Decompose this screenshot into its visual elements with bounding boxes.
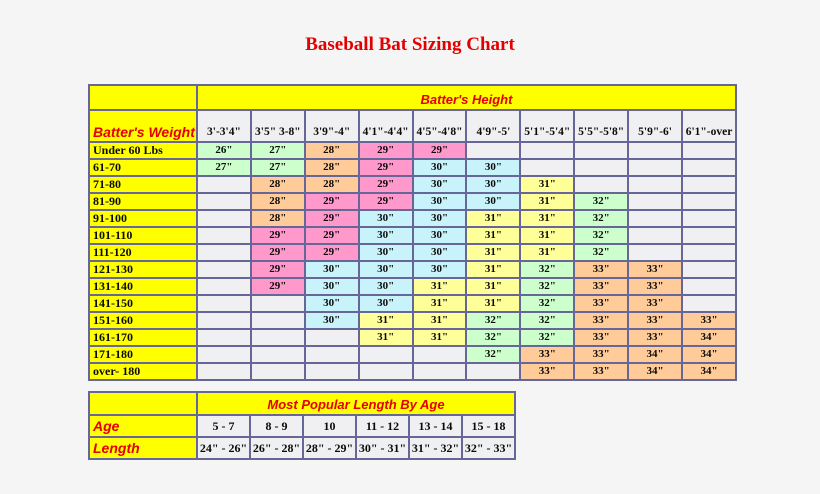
height-column-header: 4'9"-5' xyxy=(466,110,520,142)
bat-length-cell: 30" xyxy=(359,278,413,295)
bat-length-cell: 29" xyxy=(305,193,359,210)
weight-row-label: 111-120 xyxy=(89,244,197,261)
table-row xyxy=(89,227,736,244)
bat-length-cell: 32" xyxy=(466,346,520,363)
bat-length-cell: 29" xyxy=(359,142,413,159)
bat-length-cell: 33" xyxy=(628,329,682,346)
weight-row-label: 161-170 xyxy=(89,329,197,346)
empty-cell xyxy=(682,193,736,210)
empty-cell xyxy=(251,295,305,312)
empty-cell xyxy=(251,363,305,380)
bat-length-cell: 30" xyxy=(359,261,413,278)
weight-row-label: 121-130 xyxy=(89,261,197,278)
bat-length-cell: 32" xyxy=(574,227,628,244)
height-column-header: 3'9"-4" xyxy=(305,110,359,142)
bat-length-cell: 30" xyxy=(305,312,359,329)
bat-length-cell: 32" xyxy=(574,210,628,227)
bat-length-cell: 31" xyxy=(359,329,413,346)
bat-length-cell: 33" xyxy=(574,295,628,312)
bat-length-cell: 27" xyxy=(251,142,305,159)
bat-length-cell: 33" xyxy=(520,363,574,380)
age-range-cell: 5 - 7 xyxy=(197,415,250,437)
empty-cell xyxy=(628,142,682,159)
bat-length-cell: 31" xyxy=(520,244,574,261)
age-range-cell: 13 - 14 xyxy=(409,415,462,437)
bat-sizing-table xyxy=(88,84,737,381)
height-column-header: 3'5" 3-8" xyxy=(251,110,305,142)
column-headers-row xyxy=(89,110,736,142)
bat-length-cell: 33" xyxy=(574,261,628,278)
bat-length-cell: 34" xyxy=(682,363,736,380)
bat-length-cell: 31" xyxy=(413,295,467,312)
empty-cell xyxy=(197,329,251,346)
bat-length-cell: 32" xyxy=(466,329,520,346)
bat-length-cell: 28" xyxy=(251,176,305,193)
length-range-cell: 28" - 29" xyxy=(303,437,356,459)
height-column-header: 4'1"-4'4" xyxy=(359,110,413,142)
bat-length-cell: 28" xyxy=(251,210,305,227)
length-range-cell: 30" - 31" xyxy=(356,437,409,459)
age-range-cell: 8 - 9 xyxy=(250,415,303,437)
length-range-cell: 32" - 33" xyxy=(462,437,515,459)
height-group-header-row xyxy=(89,85,736,110)
bat-length-cell: 30" xyxy=(413,210,467,227)
bat-length-cell: 31" xyxy=(466,261,520,278)
bat-length-cell: 30" xyxy=(359,295,413,312)
bat-length-cell: 31" xyxy=(466,244,520,261)
table-row xyxy=(89,159,736,176)
empty-cell xyxy=(197,193,251,210)
empty-cell xyxy=(520,159,574,176)
empty-cell xyxy=(466,363,520,380)
age-range-cell: 15 - 18 xyxy=(462,415,515,437)
bat-length-cell: 28" xyxy=(251,193,305,210)
bat-length-cell: 28" xyxy=(305,159,359,176)
bat-length-cell: 33" xyxy=(520,346,574,363)
bat-length-cell: 28" xyxy=(305,176,359,193)
bat-length-cell: 31" xyxy=(466,210,520,227)
weight-row-label: 81-90 xyxy=(89,193,197,210)
empty-cell xyxy=(197,176,251,193)
bat-length-cell: 29" xyxy=(305,210,359,227)
weight-row-label: 101-110 xyxy=(89,227,197,244)
empty-cell xyxy=(628,176,682,193)
bat-length-cell: 32" xyxy=(574,244,628,261)
bat-length-cell: 33" xyxy=(682,312,736,329)
empty-cell xyxy=(574,176,628,193)
bat-length-cell: 30" xyxy=(413,176,467,193)
length-row xyxy=(89,437,515,459)
empty-cell xyxy=(251,312,305,329)
age-range-cell: 11 - 12 xyxy=(356,415,409,437)
empty-cell xyxy=(628,244,682,261)
bat-length-cell: 33" xyxy=(574,312,628,329)
empty-cell xyxy=(682,210,736,227)
bat-length-cell: 31" xyxy=(520,210,574,227)
height-column-header: 5'1"-5'4" xyxy=(520,110,574,142)
bat-length-cell: 33" xyxy=(628,295,682,312)
empty-cell xyxy=(413,363,467,380)
age-range-cell: 10 xyxy=(303,415,356,437)
empty-cell xyxy=(682,176,736,193)
bat-length-cell: 33" xyxy=(574,346,628,363)
length-range-cell: 24" - 26" xyxy=(197,437,250,459)
bat-length-cell: 27" xyxy=(251,159,305,176)
empty-cell xyxy=(359,346,413,363)
bat-length-cell: 29" xyxy=(359,159,413,176)
weight-row-label: 71-80 xyxy=(89,176,197,193)
bat-length-cell: 29" xyxy=(251,278,305,295)
bat-length-cell: 32" xyxy=(520,261,574,278)
weight-row-label: 91-100 xyxy=(89,210,197,227)
height-column-header: 5'5"-5'8" xyxy=(574,110,628,142)
empty-cell xyxy=(682,278,736,295)
empty-cell xyxy=(305,329,359,346)
bat-length-cell: 33" xyxy=(574,278,628,295)
empty-cell xyxy=(197,363,251,380)
bat-length-cell: 26" xyxy=(197,142,251,159)
bat-length-cell: 30" xyxy=(413,261,467,278)
bat-length-cell: 31" xyxy=(466,295,520,312)
bat-length-cell: 34" xyxy=(628,363,682,380)
bat-length-cell: 31" xyxy=(520,193,574,210)
empty-cell xyxy=(251,346,305,363)
bat-length-cell: 33" xyxy=(574,363,628,380)
empty-cell xyxy=(628,227,682,244)
age-label: Age xyxy=(89,415,197,437)
height-column-header: 6'1"-over xyxy=(682,110,736,142)
batters-height-header: Batter's Height xyxy=(197,85,736,110)
length-range-cell: 31" - 32" xyxy=(409,437,462,459)
weight-row-label: 61-70 xyxy=(89,159,197,176)
bat-length-cell: 30" xyxy=(359,227,413,244)
page-title: Baseball Bat Sizing Chart xyxy=(305,34,515,55)
bat-length-cell: 30" xyxy=(466,159,520,176)
bat-length-cell: 33" xyxy=(574,329,628,346)
bat-length-cell: 30" xyxy=(359,244,413,261)
bat-length-cell: 32" xyxy=(466,312,520,329)
empty-cell xyxy=(682,142,736,159)
bat-length-cell: 29" xyxy=(251,227,305,244)
corner-cell xyxy=(89,85,197,110)
empty-cell xyxy=(197,210,251,227)
bat-length-cell: 32" xyxy=(520,312,574,329)
height-column-header: 3'-3'4" xyxy=(197,110,251,142)
bat-length-cell: 30" xyxy=(305,278,359,295)
empty-cell xyxy=(197,346,251,363)
bat-length-cell: 32" xyxy=(520,295,574,312)
bat-length-cell: 31" xyxy=(359,312,413,329)
bat-length-cell: 31" xyxy=(466,278,520,295)
bat-length-cell: 34" xyxy=(628,346,682,363)
empty-cell xyxy=(682,227,736,244)
empty-cell xyxy=(197,244,251,261)
bat-length-cell: 33" xyxy=(628,312,682,329)
empty-cell xyxy=(197,261,251,278)
bat-length-cell: 32" xyxy=(574,193,628,210)
table-row xyxy=(89,261,736,278)
bat-length-cell: 30" xyxy=(305,261,359,278)
weight-row-label: over- 180 xyxy=(89,363,197,380)
age-table-title: Most Popular Length By Age xyxy=(197,392,515,415)
table-row xyxy=(89,210,736,227)
height-column-header: 4'5"-4'8" xyxy=(413,110,467,142)
bat-length-cell: 32" xyxy=(520,278,574,295)
bat-length-cell: 31" xyxy=(466,227,520,244)
length-label: Length xyxy=(89,437,197,459)
bat-length-cell: 29" xyxy=(251,261,305,278)
empty-cell xyxy=(520,142,574,159)
empty-cell xyxy=(682,295,736,312)
table-row xyxy=(89,244,736,261)
empty-cell xyxy=(574,142,628,159)
height-column-header: 5'9"-6' xyxy=(628,110,682,142)
bat-length-cell: 31" xyxy=(520,227,574,244)
bat-length-cell: 31" xyxy=(413,312,467,329)
empty-cell xyxy=(197,295,251,312)
empty-cell xyxy=(466,142,520,159)
age-table-corner-cell xyxy=(89,392,197,415)
age-row xyxy=(89,415,515,437)
empty-cell xyxy=(574,159,628,176)
bat-length-cell: 31" xyxy=(413,278,467,295)
bat-length-cell: 29" xyxy=(251,244,305,261)
empty-cell xyxy=(197,278,251,295)
table-row xyxy=(89,363,736,380)
bat-length-cell: 31" xyxy=(520,176,574,193)
bat-length-cell: 30" xyxy=(413,159,467,176)
bat-length-cell: 33" xyxy=(628,261,682,278)
bat-length-cell: 30" xyxy=(413,193,467,210)
bat-length-cell: 31" xyxy=(413,329,467,346)
empty-cell xyxy=(628,210,682,227)
empty-cell xyxy=(305,363,359,380)
bat-length-cell: 30" xyxy=(413,244,467,261)
bat-length-cell: 29" xyxy=(305,227,359,244)
empty-cell xyxy=(628,193,682,210)
empty-cell xyxy=(628,159,682,176)
empty-cell xyxy=(197,312,251,329)
table-row xyxy=(89,176,736,193)
table-row xyxy=(89,278,736,295)
table-row xyxy=(89,142,736,159)
empty-cell xyxy=(682,159,736,176)
bat-length-cell: 29" xyxy=(413,142,467,159)
table-row xyxy=(89,329,736,346)
empty-cell xyxy=(682,244,736,261)
weight-row-label: 131-140 xyxy=(89,278,197,295)
weight-row-label: Under 60 Lbs xyxy=(89,142,197,159)
bat-length-cell: 30" xyxy=(413,227,467,244)
weight-row-label: 151-160 xyxy=(89,312,197,329)
batters-weight-header: Batter's Weight xyxy=(89,110,197,142)
length-range-cell: 26" - 28" xyxy=(250,437,303,459)
weight-row-label: 141-150 xyxy=(89,295,197,312)
empty-cell xyxy=(413,346,467,363)
bat-length-cell: 29" xyxy=(305,244,359,261)
bat-length-cell: 34" xyxy=(682,346,736,363)
empty-cell xyxy=(251,329,305,346)
table-row xyxy=(89,312,736,329)
bat-length-cell: 30" xyxy=(466,193,520,210)
bat-length-cell: 33" xyxy=(628,278,682,295)
table-row xyxy=(89,295,736,312)
bat-length-cell: 30" xyxy=(466,176,520,193)
empty-cell xyxy=(305,346,359,363)
empty-cell xyxy=(682,261,736,278)
bat-length-cell: 27" xyxy=(197,159,251,176)
table-row xyxy=(89,346,736,363)
bat-length-cell: 29" xyxy=(359,176,413,193)
empty-cell xyxy=(359,363,413,380)
bat-length-cell: 30" xyxy=(359,210,413,227)
bat-length-cell: 34" xyxy=(682,329,736,346)
age-table-title-row xyxy=(89,392,515,415)
empty-cell xyxy=(197,227,251,244)
bat-length-cell: 30" xyxy=(305,295,359,312)
weight-row-label: 171-180 xyxy=(89,346,197,363)
table-row xyxy=(89,193,736,210)
age-length-table xyxy=(88,391,516,460)
bat-length-cell: 32" xyxy=(520,329,574,346)
bat-length-cell: 28" xyxy=(305,142,359,159)
bat-length-cell: 29" xyxy=(359,193,413,210)
